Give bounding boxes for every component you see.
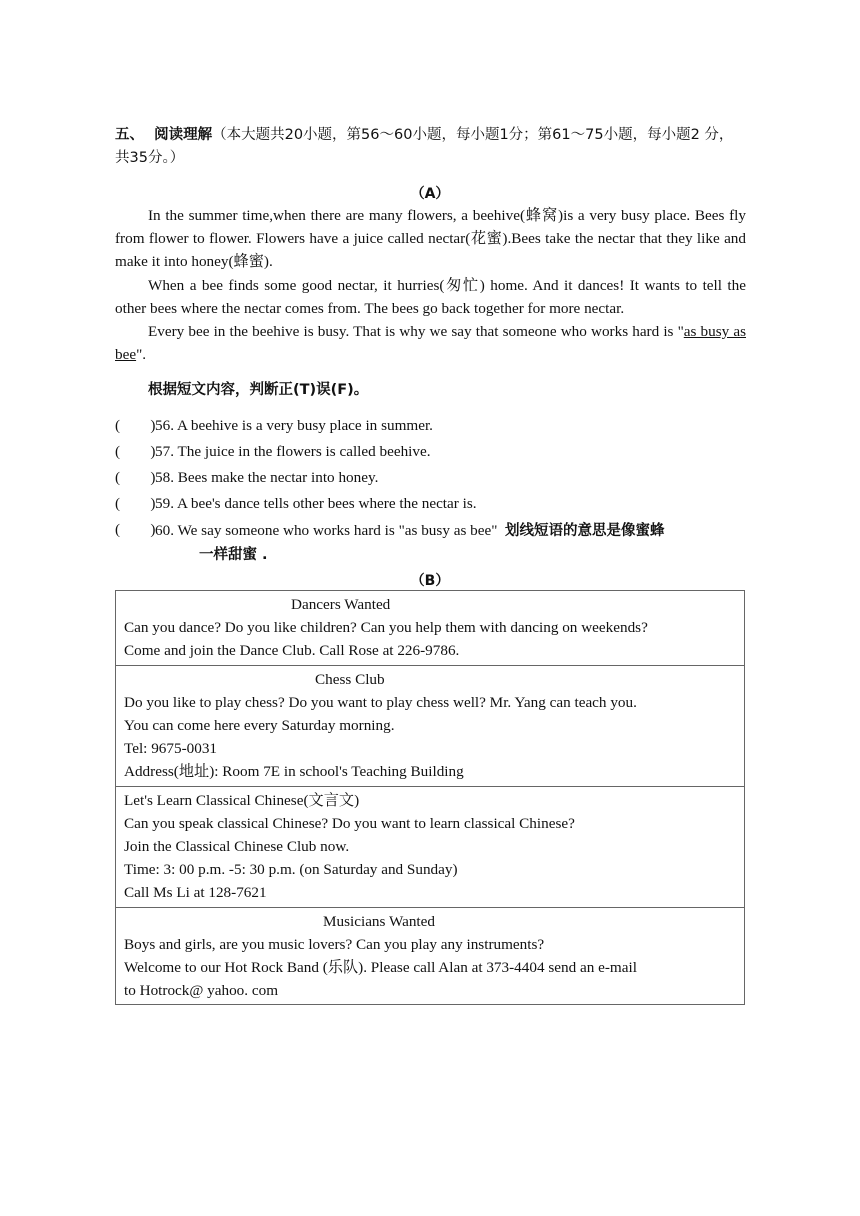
ad-cell [116, 665, 745, 786]
ads-table [115, 590, 745, 1005]
ad-line: Can you dance? Do you like children? Can you help them with dancing on weekends? [124, 619, 648, 637]
paragraph: In the summer time,when there are many flowers, a beehive(蜂窝)is a very busy place. Bees fly from flower to flower. Flowers have a juice called nectar(花蜜).Bees take the nectar that they like and make it into honey(蜂蜜). [115, 207, 746, 271]
ad-row-musicians [116, 907, 745, 1005]
section-label: 五、 [115, 127, 144, 143]
ad-line: Time: 3: 00 p.m. -5: 30 p.m. (on Saturday and Sunday) [124, 861, 458, 879]
ad-line: Can you speak classical Chinese? Do you want to learn classical Chinese? [124, 814, 575, 832]
ad-line: Boys and girls, are you music lovers? Can you play any instruments? [124, 935, 545, 953]
answer-blank[interactable]: ( ) [115, 417, 156, 434]
ad-line: to Hotrock@ yahoo. com [124, 982, 279, 1000]
ad-line: Call Ms Li at 128-7621 [124, 884, 267, 902]
answer-blank[interactable]: ( ) [115, 521, 156, 538]
instruction: 根据短文内容，判断正(T)误(F)。 [148, 382, 369, 398]
ad-title: Let's Learn Classical Chinese(文言文) [124, 791, 360, 809]
ad-row-classical-chinese [116, 786, 745, 907]
question-text-en: 60. We say someone who works hard is "as busy as bee" [155, 522, 498, 539]
question-56 [115, 415, 747, 441]
ad-title: Dancers Wanted [291, 596, 391, 613]
question-text-cn-continued: 一样甜蜜 . [199, 547, 268, 563]
paragraph: When a bee finds some good nectar, it hurries(匆忙) home. And it dances! It wants to tell the other bees where the nectar comes from. The bees go back together for more nectar. [115, 276, 746, 317]
question-text-cn: 划线短语的意思是像蜜蜂 [505, 523, 665, 539]
question-text: 57. The juice in the flowers is called beehive. [155, 443, 431, 460]
ad-line: Welcome to our Hot Rock Band (乐队). Please call Alan at 373-4404 send an e-mail [124, 959, 637, 977]
ad-title: Musicians Wanted [323, 912, 435, 930]
question-text [155, 519, 747, 567]
question-text: 56. A beehive is a very busy place in summer. [155, 417, 433, 434]
ad-cell [116, 786, 745, 907]
question-57 [115, 441, 747, 467]
section-note: （本大题共20小题，第56～60小题，每小题1分；第61～75小题，每小题2 分，共35分。） [115, 127, 734, 166]
answer-blank[interactable]: ( ) [115, 495, 156, 512]
ad-line: Address(地址): Room 7E in school's Teaching Building [124, 763, 464, 781]
paragraph-text: ". [136, 346, 147, 364]
ad-line: Join the Classical Chinese Club now. [124, 838, 350, 856]
ad-line: You can come here every Saturday morning. [124, 717, 395, 735]
question-58 [115, 467, 747, 493]
answer-blank[interactable]: ( ) [115, 469, 156, 486]
question-list [115, 415, 747, 567]
ad-line: Tel: 9675-0031 [124, 740, 218, 758]
ad-cell [116, 907, 745, 1005]
ad-row-chess [116, 665, 745, 786]
question-60 [115, 519, 747, 567]
question-text: 59. A bee's dance tells other bees where the nectar is. [155, 495, 477, 512]
section-title: 阅读理解 [154, 127, 213, 143]
passage-a [115, 204, 746, 366]
question-59 [115, 493, 747, 519]
ad-line: Come and join the Dance Club. Call Rose at 226-9786. [124, 642, 460, 660]
part-a-heading: （A） [410, 186, 450, 202]
question-text: 58. Bees make the nectar into honey. [155, 469, 379, 486]
ad-title: Chess Club [315, 670, 385, 688]
underlined-phrase: as busy as bee [115, 323, 746, 364]
ad-line: Do you like to play chess? Do you want to play chess well? Mr. Yang can teach you. [124, 693, 637, 711]
answer-blank[interactable]: ( ) [115, 443, 156, 460]
paragraph-text: Every bee in the beehive is busy. That is why we say that someone who works hard is " [148, 323, 684, 341]
section-heading [115, 124, 747, 170]
paragraph [115, 320, 746, 366]
ad-row-dancers [116, 591, 745, 666]
ad-cell [116, 591, 745, 666]
part-b-heading: （B） [410, 573, 450, 589]
